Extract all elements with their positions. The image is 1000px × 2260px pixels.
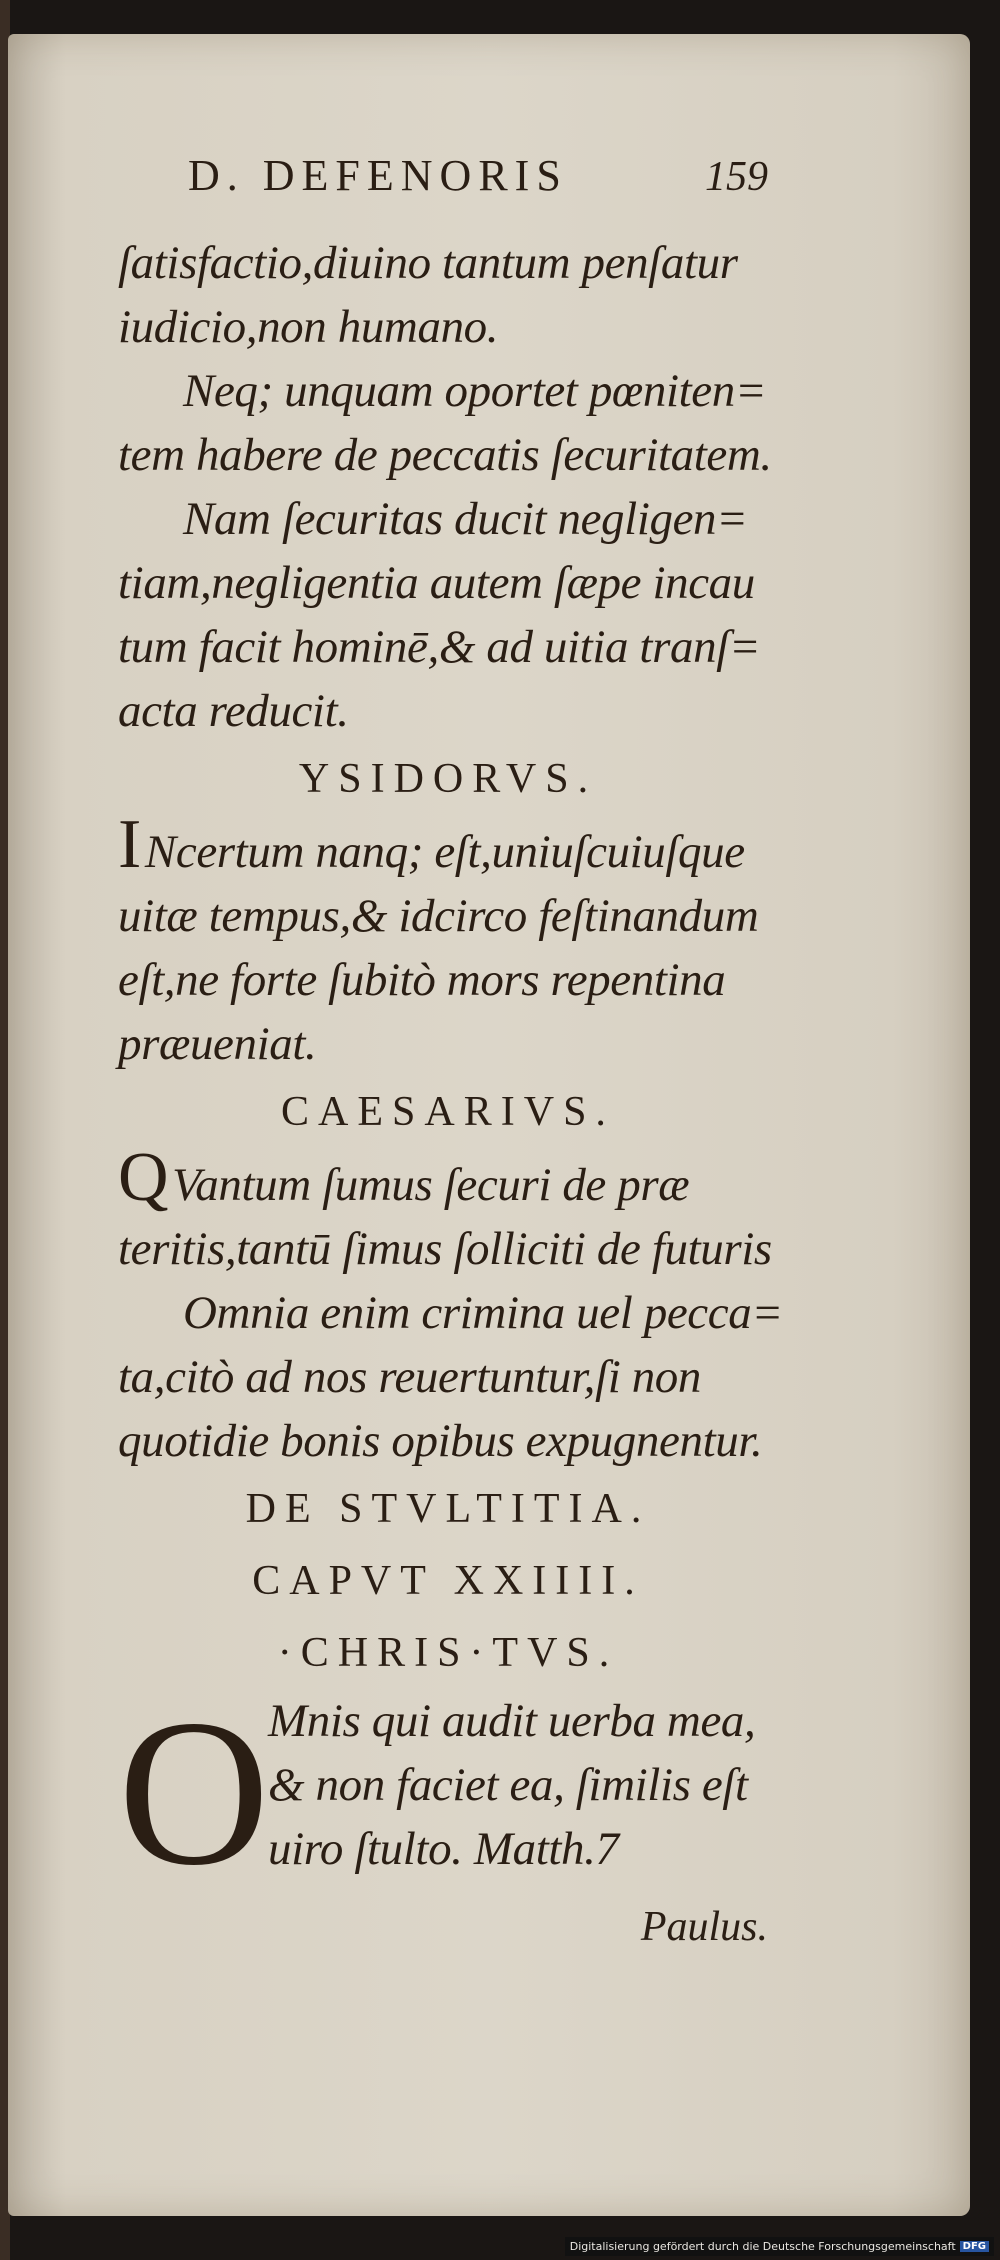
text-line: Neq; unquam oportet pœniten= — [183, 365, 767, 417]
chapter-number: CAPVT XXIIII. — [252, 1558, 644, 1604]
initial-letter: Q — [118, 1139, 169, 1216]
text-line: tem habere de peccatis ſecuritatem. — [118, 429, 772, 481]
credit-text: Digitalisierung gefördert durch die Deutsche Forschungsgemeinschaft — [569, 2240, 956, 2253]
text-line: uiro ſtulto. Matth.7 — [268, 1823, 619, 1875]
text-line: tiam,negligentia autem ſæpe incau — [118, 557, 755, 609]
catchword: Paulus. — [640, 1904, 768, 1950]
text-line: præueniat. — [118, 1018, 317, 1070]
text-line: uitæ tempus,& idcirco feſtinandum — [118, 890, 759, 942]
page-text — [118, 150, 783, 1959]
dfg-logo: DFG — [960, 2241, 989, 2252]
section-heading-caesarius: CAESARIVS. — [281, 1089, 615, 1135]
text-line-rest: Ncertum nanq; eſt,uniuſcuiuſque — [144, 826, 745, 878]
text-line: eſt,ne forte ſubitò mors repentina — [118, 954, 726, 1006]
text-line: quotidie bonis opibus expugnentur. — [118, 1415, 763, 1467]
text-line: acta reducit. — [118, 685, 349, 737]
text-line: & non faciet ea, ſimilis eſt — [268, 1759, 748, 1811]
text-line: ſatisfactio,diuino tantum penſatur — [118, 237, 738, 289]
text-line: teritis,tantū ſimus ſolliciti de futuris — [118, 1223, 772, 1275]
running-head — [118, 150, 778, 201]
text-line: Omnia enim crimina uel pecca= — [183, 1287, 783, 1339]
initial-letter: I — [118, 806, 141, 883]
section-heading-christus: ·CHRIS·TVS. — [277, 1630, 619, 1676]
page-number: 159 — [705, 154, 768, 200]
text-line: tum facit hominē,& ad uitia tranſ= — [118, 621, 761, 673]
text-line: Nam ſecuritas ducit negligen= — [183, 493, 748, 545]
text-line: Mnis qui audit uerba mea, — [268, 1695, 756, 1747]
section-heading-ysidorus: YSIDORVS. — [298, 756, 598, 802]
text-line: ta,citò ad nos reuertuntur,ſi non — [118, 1351, 701, 1403]
christus-paragraph — [118, 1677, 778, 1909]
initial-letter: O — [118, 1677, 270, 1909]
text-line: iudicio,non humano. — [118, 301, 499, 353]
running-title: D. DEFENORIS — [188, 151, 568, 200]
text-line — [118, 806, 778, 884]
digitization-credit — [565, 2237, 994, 2256]
text-line-rest: Vantum ſumus ſecuri de præ — [172, 1159, 690, 1211]
text-line — [118, 1139, 778, 1217]
chapter-title: DE STVLTITIA. — [245, 1486, 651, 1532]
